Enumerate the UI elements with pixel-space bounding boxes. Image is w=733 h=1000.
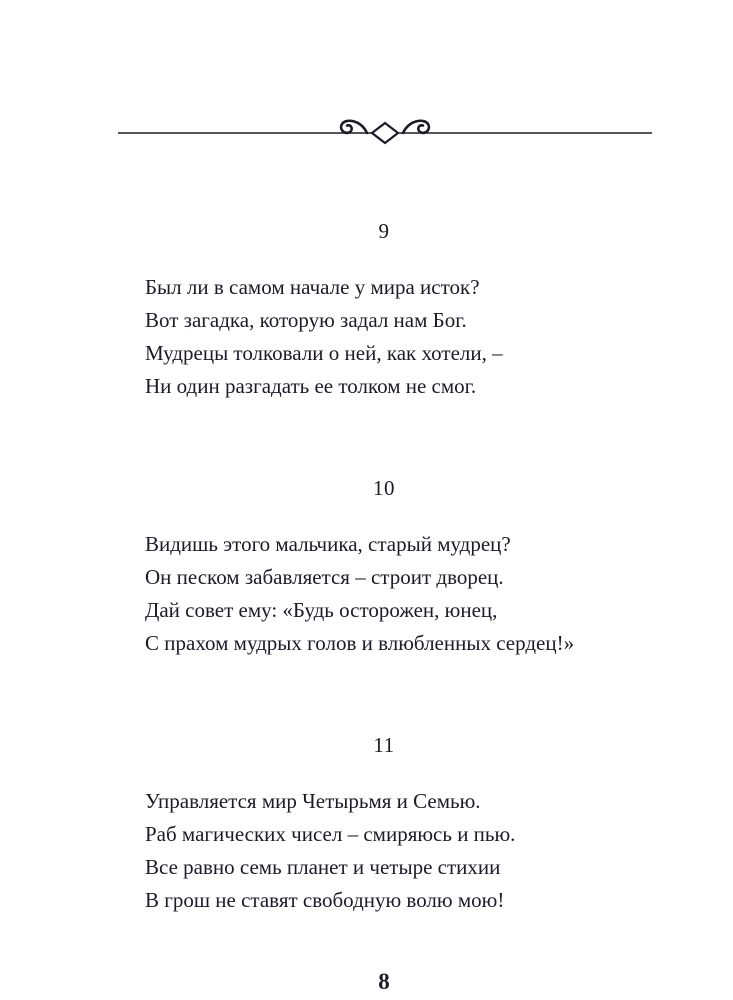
poem-line: Управляется мир Четырьмя и Семью.	[145, 789, 481, 813]
poem	[145, 476, 623, 660]
poem-line: Мудрецы толковали о ней, как хотели, –	[145, 341, 503, 365]
poem-line: Все равно семь планет и четыре стихии	[145, 855, 501, 879]
flourish-divider-icon	[118, 112, 652, 146]
poem-line: С прахом мудрых голов и влюбленных сердец!»	[145, 631, 575, 655]
poems-block	[145, 219, 623, 995]
poem	[145, 219, 623, 403]
poem	[145, 733, 623, 917]
poem-line: Видишь этого мальчика, старый мудрец?	[145, 532, 511, 556]
poem-line: Дай совет ему: «Будь осторожен, юнец,	[145, 598, 498, 622]
poem-line: Ни один разгадать ее толком не смог.	[145, 374, 477, 398]
poem-line: Вот загадка, которую задал нам Бог.	[145, 308, 467, 332]
poem-number: 11	[373, 733, 395, 757]
page-number: 8	[378, 969, 390, 994]
header-divider	[118, 112, 652, 146]
poem-line: Был ли в самом начале у мира исток?	[145, 275, 480, 299]
poem-line: В грош не ставят свободную волю мою!	[145, 888, 505, 912]
poem-number: 9	[378, 219, 390, 243]
poem-line: Раб магических чисел – смиряюсь и пью.	[145, 822, 516, 846]
poem-number: 10	[373, 476, 395, 500]
poem-line: Он песком забавляется – строит дворец.	[145, 565, 504, 589]
